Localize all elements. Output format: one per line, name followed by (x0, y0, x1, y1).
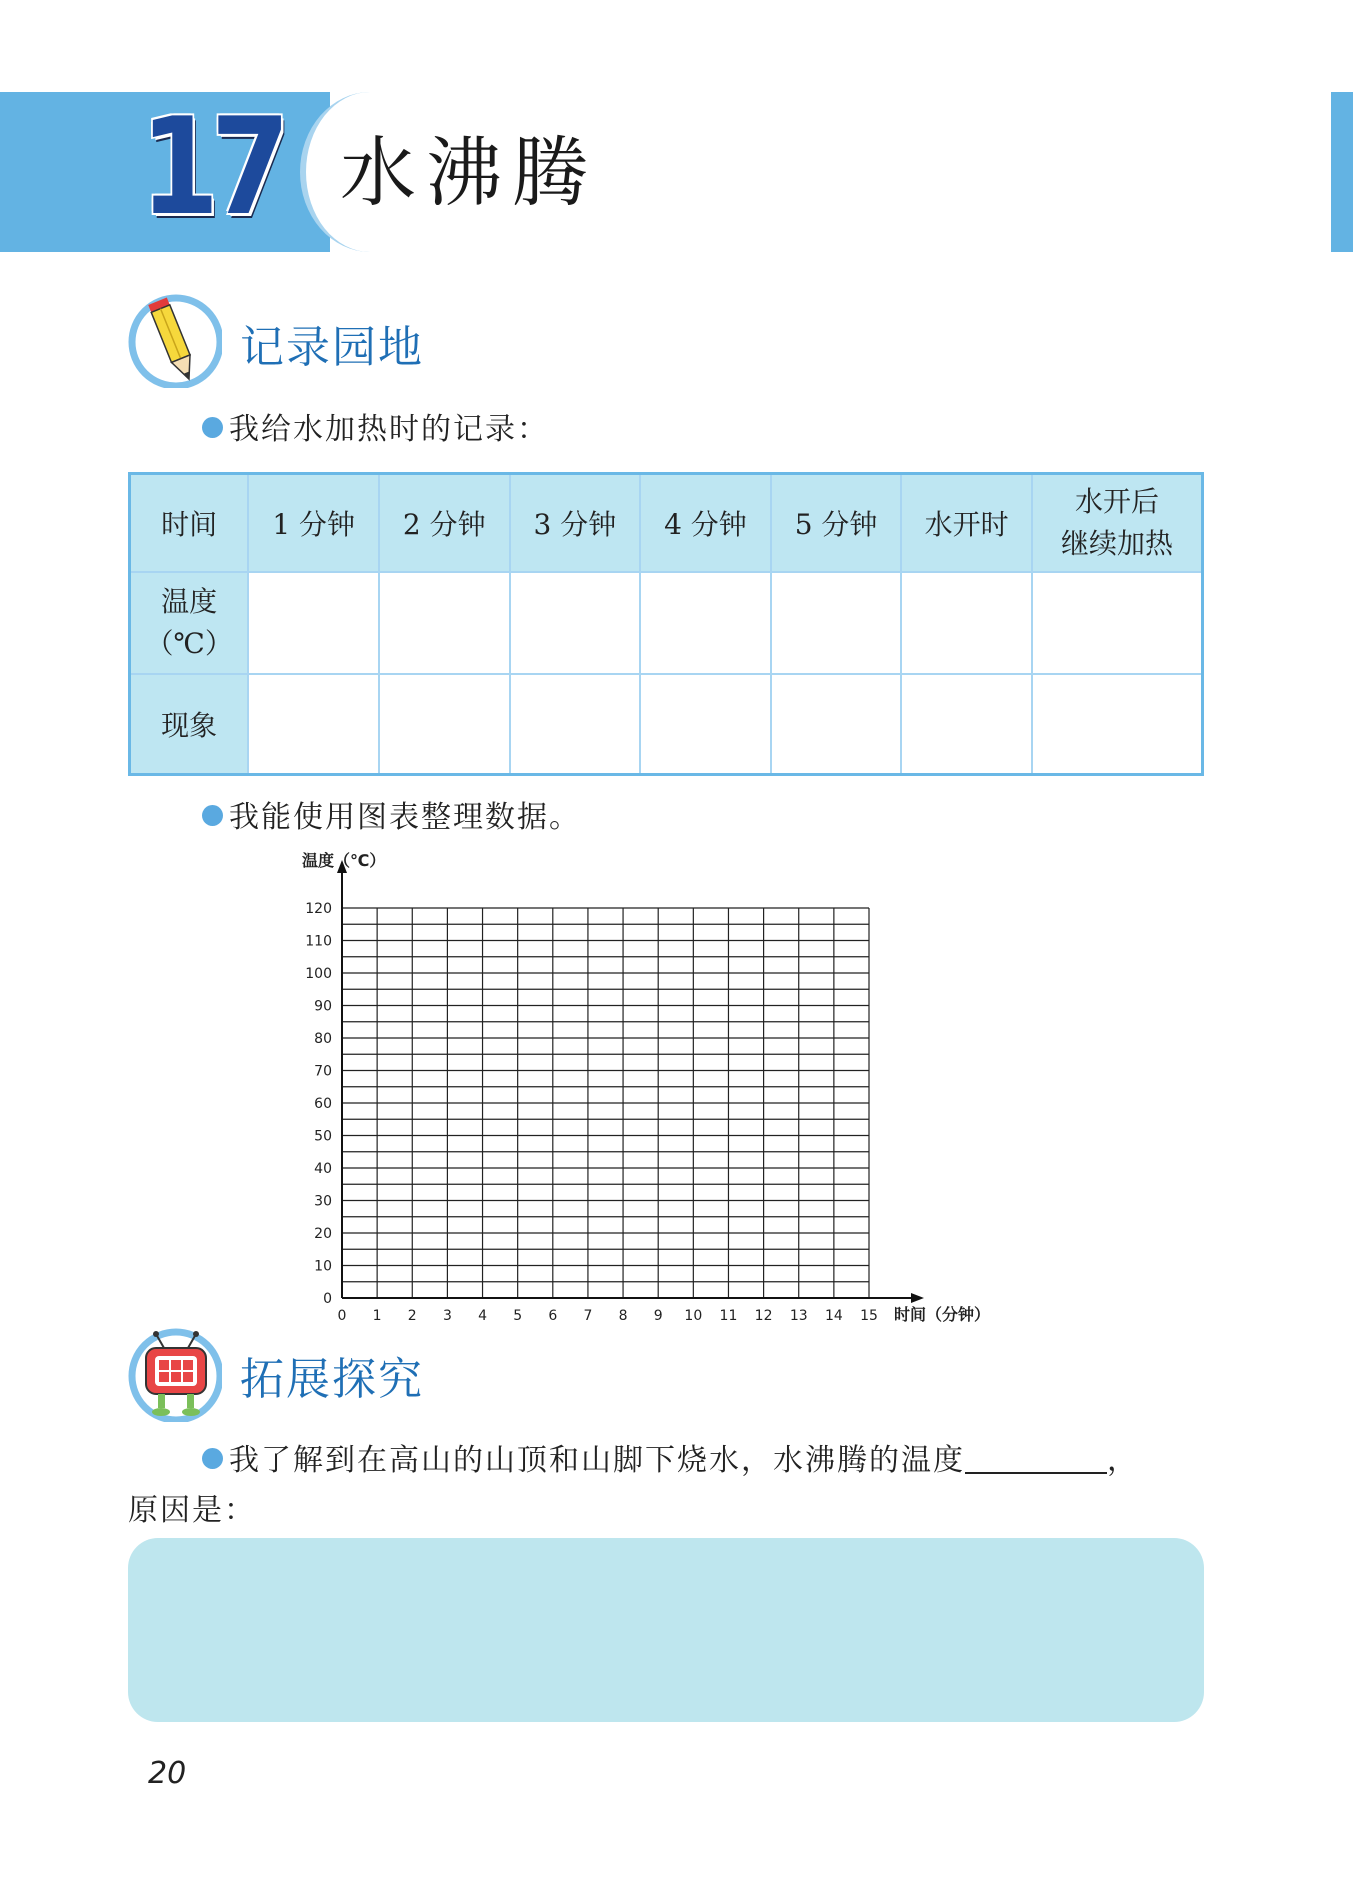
x-tick-label: 3 (442, 1308, 452, 1324)
lesson-title: 水沸腾 (340, 128, 598, 217)
page-number: 20 (148, 1756, 187, 1791)
y-tick-label: 70 (314, 1063, 332, 1080)
temperature-time-grid-chart[interactable] (290, 850, 1030, 1335)
answer-box[interactable] (128, 1538, 1204, 1722)
x-tick-label: 8 (618, 1308, 628, 1324)
x-tick-label: 12 (754, 1308, 773, 1324)
y-tick-label: 100 (305, 966, 332, 982)
x-tick-label: 2 (407, 1308, 417, 1324)
x-tick-label: 9 (653, 1308, 663, 1324)
table-cell-input[interactable] (771, 674, 902, 775)
y-tick-label: 30 (314, 1193, 332, 1210)
question-text: 我了解到在高山的山顶和山脚下烧水，水沸腾的温度 (229, 1443, 965, 1478)
x-tick-label: 11 (719, 1308, 738, 1324)
x-tick-label: 10 (684, 1308, 703, 1324)
question-punct: ， (1107, 1443, 1139, 1478)
table-header-after-boiling-line2: 继续加热 (1060, 527, 1173, 560)
x-tick-label: 14 (824, 1308, 843, 1324)
y-tick-label: 40 (314, 1161, 332, 1177)
y-tick-label: 120 (305, 901, 332, 917)
reason-prompt: 原因是： (128, 1493, 256, 1528)
table-cell-input[interactable] (1032, 572, 1203, 674)
table-cell-input[interactable] (640, 674, 771, 775)
bullet-extend-question (202, 1443, 1139, 1478)
section-title-record: 记录园地 (240, 322, 424, 373)
y-tick-label: 0 (323, 1291, 332, 1307)
x-tick-label: 13 (789, 1308, 808, 1324)
table-row-label-temperature (130, 572, 249, 674)
table-header-2min: 2 分钟 (379, 474, 510, 573)
table-cell-input[interactable] (248, 674, 379, 775)
y-tick-label: 110 (305, 933, 332, 950)
y-tick-label: 90 (314, 998, 332, 1015)
fill-in-blank[interactable] (965, 1446, 1107, 1474)
x-tick-label: 5 (513, 1308, 523, 1324)
table-cell-input[interactable] (1032, 674, 1203, 775)
bullet-chart-intro-text: 我能使用图表整理数据。 (229, 800, 581, 835)
bullet-record-intro (202, 412, 549, 447)
table-cell-input[interactable] (901, 572, 1032, 674)
table-header-after-boiling (1032, 474, 1203, 573)
bullet-dot (202, 1448, 223, 1469)
y-tick-label: 10 (314, 1258, 332, 1275)
table-cell-input[interactable] (248, 572, 379, 674)
table-cell-input[interactable] (640, 572, 771, 674)
table-header-time: 时间 (130, 474, 249, 573)
page-edge-tab (1331, 92, 1353, 252)
bullet-dot (202, 417, 223, 438)
table-cell-input[interactable] (510, 572, 641, 674)
table-cell-input[interactable] (379, 674, 510, 775)
x-axis-arrow (911, 1293, 924, 1303)
table-header-5min: 5 分钟 (771, 474, 902, 573)
y-tick-label: 20 (314, 1226, 332, 1242)
table-cell-input[interactable] (901, 674, 1032, 775)
section-title-extend: 拓展探究 (240, 1354, 424, 1405)
y-axis-label: 温度（℃） (302, 851, 386, 870)
y-tick-label: 50 (314, 1128, 332, 1145)
table-cell-input[interactable] (510, 674, 641, 775)
x-axis-label: 时间（分钟） (894, 1305, 991, 1324)
x-tick-label: 15 (860, 1308, 878, 1324)
x-tick-label: 4 (478, 1308, 487, 1324)
table-header-boiling: 水开时 (901, 474, 1032, 573)
temperature-label: 温度 (161, 585, 218, 618)
x-tick-label: 0 (337, 1308, 347, 1324)
robot-tv-icon (126, 1326, 222, 1422)
x-tick-label: 6 (548, 1308, 558, 1324)
x-tick-label: 1 (372, 1308, 382, 1324)
table-row-label-phenomenon: 现象 (130, 674, 249, 775)
y-tick-label: 80 (314, 1031, 332, 1047)
bullet-chart-intro (202, 800, 581, 835)
table-header-after-boiling-line1: 水开后 (1074, 485, 1159, 518)
y-tick-label: 60 (314, 1096, 332, 1112)
table-header-4min: 4 分钟 (640, 474, 771, 573)
pencil-icon (126, 292, 222, 388)
bullet-dot (202, 805, 223, 826)
bullet-record-intro-text: 我给水加热时的记录： (229, 412, 549, 447)
lesson-number: 17 (140, 89, 282, 245)
table-header-1min: 1 分钟 (248, 474, 379, 573)
x-tick-label: 7 (583, 1308, 593, 1324)
table-cell-input[interactable] (379, 572, 510, 674)
temperature-unit: （℃） (145, 627, 233, 660)
table-header-3min: 3 分钟 (510, 474, 641, 573)
heating-record-table (128, 472, 1204, 776)
table-cell-input[interactable] (771, 572, 902, 674)
